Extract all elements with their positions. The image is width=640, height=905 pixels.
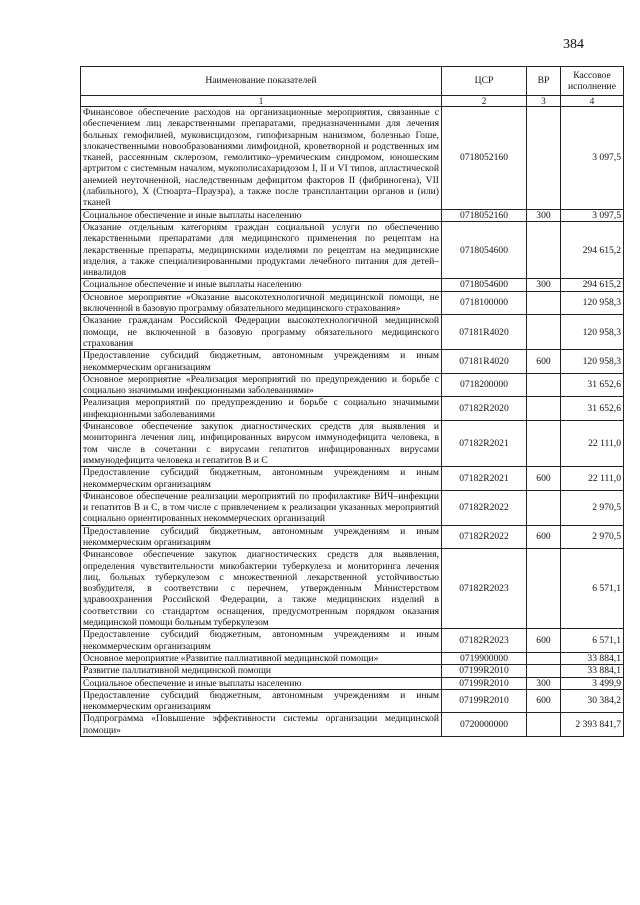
row-sum: 120 958,3 — [561, 315, 624, 350]
row-sum: 31 652,6 — [561, 373, 624, 397]
row-sum: 3 097,5 — [561, 107, 624, 210]
row-name: Основное мероприятие «Реализация мероприятий по предупреждению и борьбе с социально значимыми инфекционными заболеваниями» — [81, 373, 442, 397]
row-csr: 07182R2023 — [442, 629, 527, 653]
table-row — [81, 373, 624, 397]
row-vr — [527, 549, 561, 629]
row-csr: 07199R2010 — [442, 677, 527, 689]
row-vr: 600 — [527, 629, 561, 653]
table-row — [81, 525, 624, 549]
row-name: Оказание гражданам Российской Федерации высокотехнологичной медицинской помощи, не включенной в базовую программу обязательного медицинского страхования — [81, 315, 442, 350]
table-row — [81, 291, 624, 315]
row-name: Финансовое обеспечение расходов на организационные мероприятия, связанные с обеспечением лиц лекарственными препаратами, предназначенными для лечения больных гемофилией, муковисцидозом, гипофизарным нанизмом, болезнью Гоше, злокачественными новообразованиями лимфоидной, кроветворной и родственных им тканей, рассеянным склерозом, гемолитико–уремическим синдромом, юношеским артритом с системным началом, мукополисахаридозом I, II и VI типов, апластической анемией неуточненной, наследственным дефицитом факторов II (фибриногена), VII (лабильного), X (Стюарта–Прауэра), а также после трансплантации органов и (или) тканей — [81, 107, 442, 210]
row-name: Оказание отдельным категориям граждан социальной услуги по обеспечению лекарственными препаратами для медицинского применения по рецептам на лекарственные препараты, медицинскими изделиями по рецептам на медицинские изделия, а также специализированными продуктами лечебного питания для детей–инвалидов — [81, 221, 442, 278]
row-sum: 22 111,0 — [561, 467, 624, 491]
row-sum: 33 884,1 — [561, 652, 624, 664]
table-row — [81, 221, 624, 278]
row-vr — [527, 315, 561, 350]
header-csr: ЦСР — [442, 67, 527, 96]
row-name: Социальное обеспечение и иные выплаты населению — [81, 279, 442, 291]
row-name: Развитие паллиативной медицинской помощи — [81, 665, 442, 677]
table-row — [81, 350, 624, 374]
row-vr — [527, 221, 561, 278]
header-vr: ВР — [527, 67, 561, 96]
row-csr: 0720000000 — [442, 713, 527, 737]
column-number-row — [81, 96, 624, 107]
row-name: Финансовое обеспечение реализации мероприятий по профилактике ВИЧ–инфекции и гепатитов В и С, в том числе с привлечением к реализации указанных мероприятий социально ориентированных некоммерческих организаций — [81, 490, 442, 525]
row-name: Предоставление субсидий бюджетным, автономным учреждениям и иным некоммерческим организациям — [81, 689, 442, 713]
header-name: Наименование показателей — [81, 67, 442, 96]
column-number: 3 — [527, 96, 561, 107]
budget-execution-table — [80, 66, 624, 737]
row-vr: 600 — [527, 467, 561, 491]
header-sum: Кассовое исполнение — [561, 67, 624, 96]
row-csr: 07199R2010 — [442, 665, 527, 677]
row-sum: 294 615,2 — [561, 221, 624, 278]
row-vr — [527, 665, 561, 677]
row-vr — [527, 397, 561, 421]
column-number: 2 — [442, 96, 527, 107]
row-name: Основное мероприятие «Оказание высокотехнологичной медицинской помощи, не включенной в базовую программу обязательного медицинского страхования» — [81, 291, 442, 315]
table-row — [81, 677, 624, 689]
row-sum: 6 571,1 — [561, 549, 624, 629]
row-vr — [527, 373, 561, 397]
row-sum: 31 652,6 — [561, 397, 624, 421]
row-sum: 2 393 841,7 — [561, 713, 624, 737]
table-row — [81, 467, 624, 491]
page-number: 384 — [563, 37, 584, 52]
row-csr: 07181R4020 — [442, 350, 527, 374]
row-sum: 3 097,5 — [561, 209, 624, 221]
row-csr: 07182R2022 — [442, 525, 527, 549]
table-row — [81, 209, 624, 221]
row-csr: 07182R2021 — [442, 467, 527, 491]
row-vr — [527, 291, 561, 315]
row-name: Подпрограмма «Повышение эффективности системы организации медицинской помощи» — [81, 713, 442, 737]
row-name: Социальное обеспечение и иные выплаты населению — [81, 677, 442, 689]
row-csr: 07182R2020 — [442, 397, 527, 421]
row-sum: 33 884,1 — [561, 665, 624, 677]
row-name: Предоставление субсидий бюджетным, автономным учреждениям и иным некоммерческим организациям — [81, 629, 442, 653]
row-csr: 0718200000 — [442, 373, 527, 397]
table-row — [81, 689, 624, 713]
row-name: Предоставление субсидий бюджетным, автономным учреждениям и иным некоммерческим организациям — [81, 467, 442, 491]
row-csr: 0718054600 — [442, 221, 527, 278]
row-csr: 0718100000 — [442, 291, 527, 315]
row-vr — [527, 421, 561, 467]
table-row — [81, 665, 624, 677]
row-sum: 120 958,3 — [561, 291, 624, 315]
row-vr — [527, 652, 561, 664]
row-sum: 2 970,5 — [561, 490, 624, 525]
row-name: Социальное обеспечение и иные выплаты населению — [81, 209, 442, 221]
row-csr: 07199R2010 — [442, 689, 527, 713]
row-sum: 120 958,3 — [561, 350, 624, 374]
table-row — [81, 315, 624, 350]
row-name: Реализация мероприятий по предупреждению и борьбе с социально значимыми инфекционными заболеваниями — [81, 397, 442, 421]
row-vr: 300 — [527, 279, 561, 291]
row-csr: 07182R2021 — [442, 421, 527, 467]
row-csr: 07182R2022 — [442, 490, 527, 525]
row-name: Финансовое обеспечение закупок диагностических средств для выявления, определения чувствительности микобактерии туберкулеза и мониторинга лечения лиц, больных туберкулезом с множественной лекарственной устойчивостью возбудителя, в соответствии с перечнем, утвержденным Министерством здравоохранения Российской Федерации, а также медицинских изделий в соответствии со стандартом оснащения, предусмотренным порядком оказания медицинской помощи больным туберкулезом — [81, 549, 442, 629]
table-row — [81, 421, 624, 467]
table-row — [81, 490, 624, 525]
table-row — [81, 279, 624, 291]
row-sum: 2 970,5 — [561, 525, 624, 549]
row-csr: 0718054600 — [442, 279, 527, 291]
row-vr: 600 — [527, 350, 561, 374]
row-sum: 30 384,2 — [561, 689, 624, 713]
row-name: Финансовое обеспечение закупок диагностических средств для выявления и мониторинга лечения лиц, инфицированных вирусом иммунодефицита человека, в том числе в сочетании с вирусами гепатитов инфицированных вирусами иммунодефицита человека и гепатитов В и С — [81, 421, 442, 467]
table-row — [81, 629, 624, 653]
table-row — [81, 107, 624, 210]
row-sum: 22 111,0 — [561, 421, 624, 467]
row-name: Основное мероприятие «Развитие паллиативной медицинской помощи» — [81, 652, 442, 664]
row-vr: 300 — [527, 209, 561, 221]
row-name: Предоставление субсидий бюджетным, автономным учреждениям и иным некоммерческим организациям — [81, 350, 442, 374]
table-row — [81, 397, 624, 421]
column-number: 4 — [561, 96, 624, 107]
row-vr: 600 — [527, 689, 561, 713]
row-vr — [527, 107, 561, 210]
row-vr: 300 — [527, 677, 561, 689]
row-sum: 294 615,2 — [561, 279, 624, 291]
row-name: Предоставление субсидий бюджетным, автономным учреждениям и иным некоммерческим организациям — [81, 525, 442, 549]
table-header-row — [81, 67, 624, 96]
column-number: 1 — [81, 96, 442, 107]
row-csr: 0718052160 — [442, 107, 527, 210]
table-row — [81, 713, 624, 737]
row-csr: 0718052160 — [442, 209, 527, 221]
table-row — [81, 652, 624, 664]
row-sum: 6 571,1 — [561, 629, 624, 653]
row-csr: 07181R4020 — [442, 315, 527, 350]
row-vr — [527, 490, 561, 525]
row-csr: 0719900000 — [442, 652, 527, 664]
row-csr: 07182R2023 — [442, 549, 527, 629]
row-sum: 3 499,9 — [561, 677, 624, 689]
row-vr — [527, 713, 561, 737]
table-row — [81, 549, 624, 629]
row-vr: 600 — [527, 525, 561, 549]
